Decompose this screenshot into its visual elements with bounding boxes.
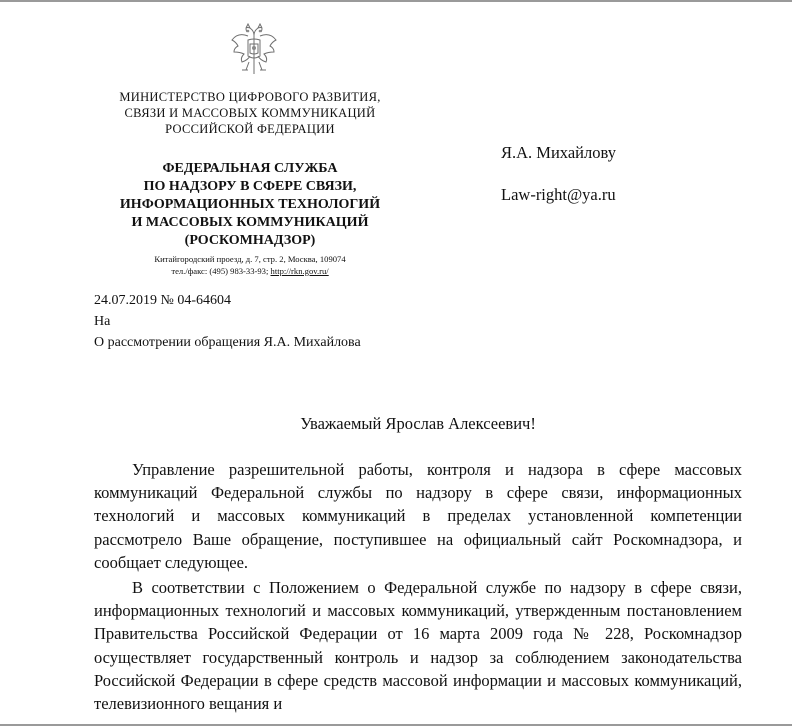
agency-address: [100, 254, 400, 277]
agency-line: И МАССОВЫХ КОММУНИКАЦИЙ: [131, 215, 369, 230]
agency-line: ПО НАДЗОРУ В СФЕРЕ СВЯЗИ,: [143, 179, 357, 194]
letter-body: [94, 458, 742, 717]
contact-line: [100, 266, 400, 278]
phone-fax: тел./факс: (495) 983-33-93;: [171, 265, 271, 276]
address-line: Китайгородский проезд, д. 7, стр. 2, Москва, 109074: [154, 254, 346, 264]
agency-line: ФЕДЕРАЛЬНАЯ СЛУЖБА: [162, 161, 338, 176]
recipient-email: Law-right@ya.ru: [501, 185, 616, 204]
ministry-header: [100, 89, 400, 137]
agency-line: ИНФОРМАЦИОННЫХ ТЕХНОЛОГИЙ: [119, 197, 381, 212]
date-number: 24.07.2019 № 04-64604: [94, 293, 232, 308]
website-link[interactable]: http://rkn.gov.ru/: [270, 265, 329, 276]
greeting: Уважаемый Ярослав Алексеевич!: [300, 414, 536, 433]
body-paragraph: В соответствии с Положением о Федеральной службе по надзору в сфере связи, информационных технологий и массовых коммуникаций, утвержденным постановлением Правительства Российской Федерации от 16 марта 2009 года № 228, Роскомнадзор осуществляет государственный контроль и надзор за соблюдением законодательства Российской Федерации в сфере средств массовой информации и массовых коммуникаций, телевизионного вещания и: [94, 578, 742, 714]
ministry-line: РОССИЙСКОЙ ФЕДЕРАЦИИ: [165, 122, 335, 136]
na-label: На: [94, 314, 111, 329]
letter-meta: [94, 290, 424, 353]
agency-line: (РОСКОМНАДЗОР): [184, 233, 316, 248]
top-border-line: [0, 0, 792, 2]
ministry-line: СВЯЗИ И МАССОВЫХ КОММУНИКАЦИЙ: [124, 106, 376, 120]
recipient-name: Я.А. Михайлову: [501, 143, 616, 162]
ministry-line: МИНИСТЕРСТВО ЦИФРОВОГО РАЗВИТИЯ,: [119, 90, 381, 104]
recipient-block: [501, 143, 751, 205]
body-paragraph: Управление разрешительной работы, контроля и надзора в сфере массовых коммуникаций Федеральной службы по надзору в сфере связи, информационных технологий и массовых коммуникаций в пределах установленной компетенции рассмотрело Ваше обращение, поступившее на официальный сайт Роскомнадзора, и сообщает следующее.: [94, 460, 742, 572]
agency-header: [100, 160, 400, 250]
russian-coat-of-arms-icon: [228, 22, 280, 78]
letter-subject: О рассмотрении обращения Я.А. Михайлова: [94, 335, 361, 350]
